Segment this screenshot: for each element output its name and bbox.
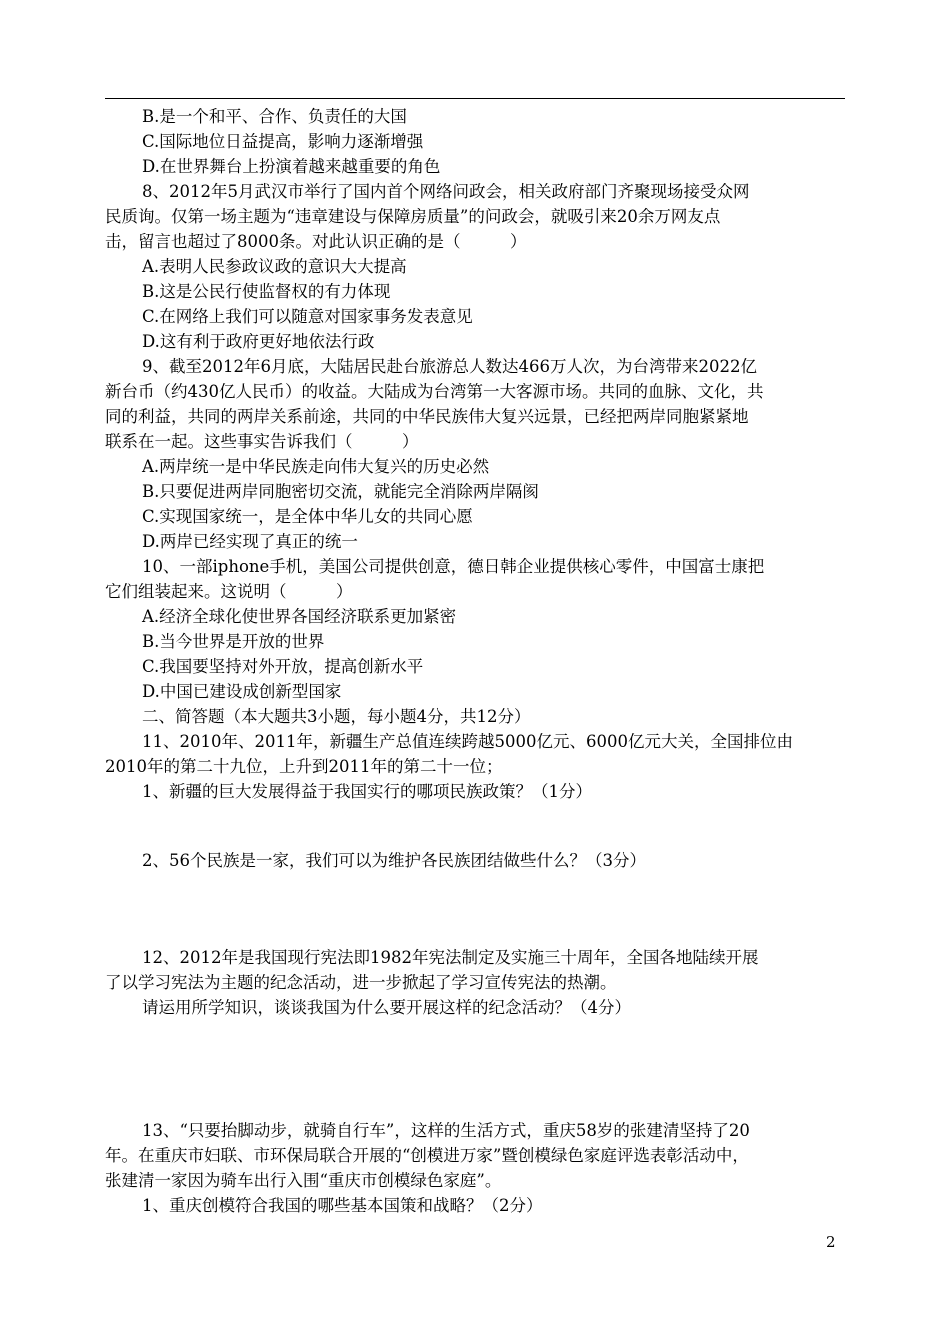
q8-option-c: C.在网络上我们可以随意对国家事务发表意见 [142, 307, 473, 326]
q10-stem-line-1: 10、一部iphone手机，美国公司提供创意，德日韩企业提供核心零件，中国富士康把 [142, 557, 765, 576]
q11-stem-line-2: 2010年的第二十九位，上升到2011年的第二十一位； [105, 757, 503, 776]
q12-stem-line-2: 了以学习宪法为主题的纪念活动，进一步掀起了学习宣传宪法的热潮。 [105, 973, 617, 992]
q10-option-a: A.经济全球化使世界各国经济联系更加紧密 [142, 607, 457, 626]
q9-stem-line-3: 同的利益，共同的两岸关系前途，共同的中华民族伟大复兴远景，已经把两岸同胞紧紧地 [105, 407, 749, 426]
q9-option-d: D.两岸已经实现了真正的统一 [142, 532, 358, 551]
q13-sub-1: 1、重庆创模符合我国的哪些基本国策和战略？（2分） [142, 1196, 543, 1215]
q10-option-c: C.我国要坚持对外开放，提高创新水平 [142, 657, 424, 676]
q8-option-b: B.这是公民行使监督权的有力体现 [142, 282, 391, 301]
q8-stem-line-1: 8、2012年5月武汉市举行了国内首个网络问政会，相关政府部门齐聚现场接受众网 [142, 182, 750, 201]
q9-option-c: C.实现国家统一，是全体中华儿女的共同心愿 [142, 507, 473, 526]
page-content [105, 104, 847, 1218]
q9-stem-line-4: 联系在一起。这些事实告诉我们（ ） [105, 432, 419, 451]
q8-stem-line-3: 击，留言也超过了8000条。对此认识正确的是（ ） [105, 232, 527, 251]
q13-stem-line-1: 13、“只要抬脚动步，就骑自行车”，这样的生活方式，重庆58岁的张建清坚持了20 [142, 1121, 750, 1140]
answer-space [105, 873, 847, 945]
q9-option-a: A.两岸统一是中华民族走向伟大复兴的历史必然 [142, 457, 490, 476]
header-rule [105, 98, 845, 99]
q7-option-d: D.在世界舞台上扮演着越来越重要的角色 [142, 157, 441, 176]
q10-option-d: D.中国已建设成创新型国家 [142, 682, 342, 701]
q13-stem-line-2: 年。在重庆市妇联、市环保局联合开展的“创模进万家”暨创模绿色家庭评选表彰活动中， [105, 1146, 749, 1165]
q8-option-a: A.表明人民参政议政的意识大大提高 [142, 257, 407, 276]
section-2-heading: 二、简答题（本大题共3小题，每小题4分，共12分） [142, 707, 531, 726]
page-number: 2 [826, 1233, 836, 1251]
q10-option-b: B.当今世界是开放的世界 [142, 632, 325, 651]
q7-option-b: B.是一个和平、合作、负责任的大国 [142, 107, 407, 126]
answer-space [105, 804, 847, 848]
answer-space [105, 1020, 847, 1118]
q10-stem-line-2: 它们组装起来。这说明（ ） [105, 582, 353, 601]
q8-stem-line-2: 民质询。仅第一场主题为“违章建设与保障房质量”的问政会，就吸引来20余万网友点 [105, 207, 721, 226]
q13-stem-line-3: 张建清一家因为骑车出行入围“重庆市创模绿色家庭”。 [105, 1171, 502, 1190]
q8-option-d: D.这有利于政府更好地依法行政 [142, 332, 375, 351]
q9-stem-line-1: 9、截至2012年6月底，大陆居民赴台旅游总人数达466万人次，为台湾带来2022亿 [142, 357, 757, 376]
q11-stem-line-1: 11、2010年、2011年，新疆生产总值连续跨越5000亿元、6000亿元大关，全国排位由 [142, 732, 793, 751]
q7-option-c: C.国际地位日益提高，影响力逐渐增强 [142, 132, 424, 151]
q9-stem-line-2: 新台币（约430亿人民币）的收益。大陆成为台湾第一大客源市场。共同的血脉、文化，共 [105, 382, 764, 401]
q11-sub-2: 2、56个民族是一家，我们可以为维护各民族团结做些什么？（3分） [142, 851, 646, 870]
q11-sub-1: 1、新疆的巨大发展得益于我国实行的哪项民族政策？（1分） [142, 782, 592, 801]
q12-question: 请运用所学知识，谈谈我国为什么要开展这样的纪念活动？（4分） [142, 998, 631, 1017]
q12-stem-line-1: 12、2012年是我国现行宪法即1982年宪法制定及实施三十周年，全国各地陆续开展 [142, 948, 759, 967]
q9-option-b: B.只要促进两岸同胞密切交流，就能完全消除两岸隔阂 [142, 482, 539, 501]
